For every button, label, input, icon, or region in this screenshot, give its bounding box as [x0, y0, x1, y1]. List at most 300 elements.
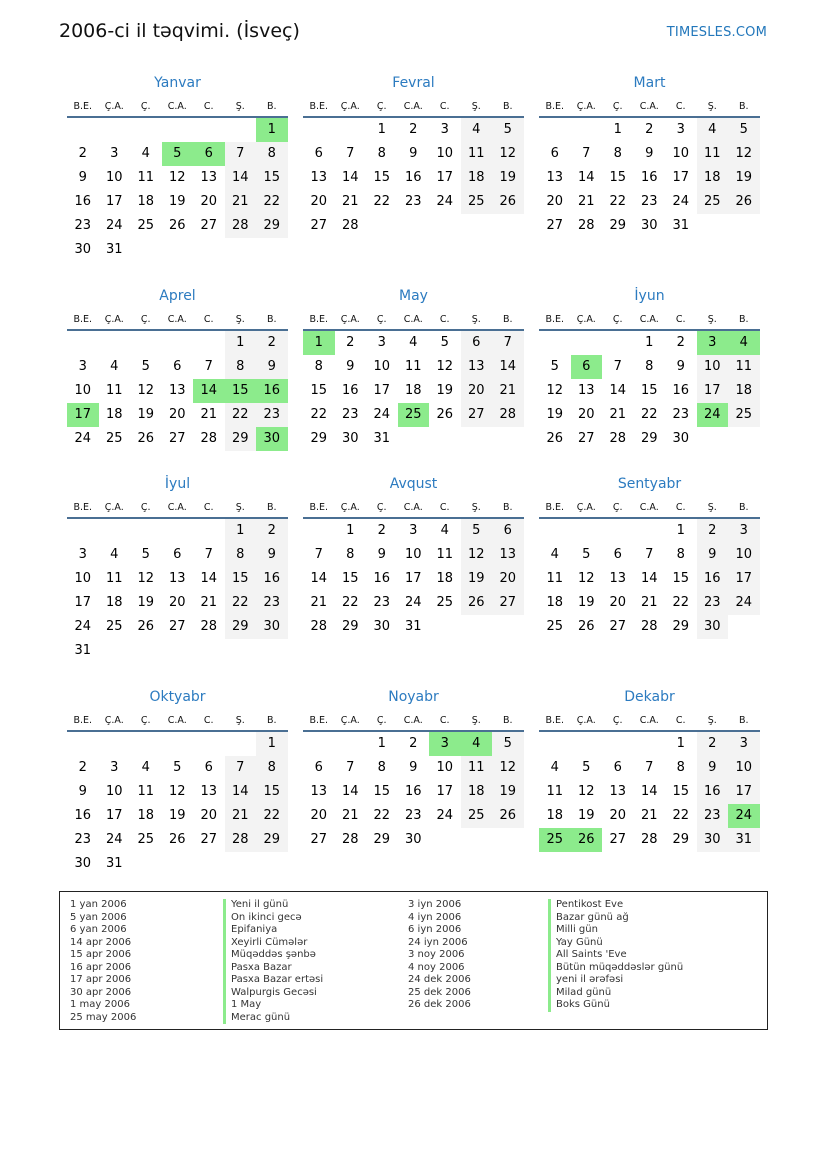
day-cell: 17: [436, 170, 454, 185]
weekday-label: B.E.: [73, 314, 93, 325]
day-cell: 17: [728, 780, 760, 804]
day-cell: 4: [461, 118, 493, 142]
legend-date: 24 dek 2006: [408, 974, 471, 985]
day-cell: 17: [728, 567, 760, 591]
weekday-label: Ç.A.: [576, 101, 596, 112]
month-8: [539, 474, 760, 639]
empty-cell: [634, 732, 666, 756]
weekday-label: C.: [439, 314, 450, 325]
legend-date: 3 noy 2006: [408, 949, 465, 960]
weekday-label: Ş.: [235, 314, 245, 325]
day-cell: 19: [577, 595, 595, 610]
weekday-label: B.E.: [309, 715, 329, 726]
day-cell: 9: [409, 146, 418, 161]
holiday-day-cell: 24: [697, 403, 729, 427]
day-cell: 18: [404, 383, 422, 398]
day-cell: 15: [225, 567, 257, 591]
day-cell: 13: [310, 170, 328, 185]
day-cell: 26: [137, 431, 155, 446]
day-cell: 6: [613, 547, 622, 562]
day-cell: 26: [168, 218, 186, 233]
empty-cell: [130, 732, 162, 756]
weekday-label: C.: [203, 502, 214, 513]
day-cell: 23: [640, 194, 658, 209]
day-cell: 19: [492, 780, 524, 804]
day-cell: 27: [577, 431, 595, 446]
day-cell: 13: [168, 571, 186, 586]
day-cell: 25: [728, 403, 760, 427]
day-cell: 12: [168, 784, 186, 799]
day-cell: 28: [200, 431, 218, 446]
day-grid: [539, 519, 760, 639]
day-cell: 28: [492, 403, 524, 427]
day-grid: [303, 331, 524, 451]
empty-cell: [571, 519, 603, 543]
day-cell: 17: [105, 808, 123, 823]
weekday-label: C.: [439, 101, 450, 112]
weekday-header: [539, 311, 760, 331]
day-cell: 9: [78, 170, 87, 185]
day-cell: 26: [168, 832, 186, 847]
legend-dates-right: [408, 899, 471, 1012]
empty-cell: [193, 118, 225, 142]
day-cell: 8: [346, 547, 355, 562]
month-title: Noyabr: [388, 689, 439, 705]
day-cell: 27: [168, 431, 186, 446]
weekday-label: B.E.: [545, 101, 565, 112]
day-cell: 1: [256, 732, 288, 756]
day-cell: 30: [74, 242, 92, 257]
day-cell: 6: [613, 760, 622, 775]
weekday-label: Ç.A.: [576, 715, 596, 726]
day-cell: 12: [492, 142, 524, 166]
legend-date: 16 apr 2006: [70, 961, 132, 973]
weekday-label: B.E.: [545, 715, 565, 726]
day-cell: 8: [377, 760, 386, 775]
day-cell: 21: [200, 407, 218, 422]
day-cell: 28: [640, 619, 658, 634]
day-cell: 13: [546, 170, 564, 185]
month-4: [303, 286, 524, 451]
weekday-label: Ç.A.: [340, 314, 360, 325]
day-cell: 19: [168, 808, 186, 823]
day-cell: 24: [105, 832, 123, 847]
month-10: [303, 687, 524, 852]
empty-cell: [130, 519, 162, 543]
month-title: Dekabr: [624, 689, 675, 705]
day-cell: 11: [105, 571, 123, 586]
empty-cell: [335, 732, 367, 756]
day-cell: 20: [577, 407, 595, 422]
legend-date: 25 may 2006: [70, 1011, 137, 1023]
day-cell: 4: [141, 760, 150, 775]
day-cell: 5: [492, 732, 524, 756]
weekday-label: Ç.A.: [576, 502, 596, 513]
legend-holiday-name: Bütün müqəddəslər günü: [548, 962, 683, 975]
month-1: [303, 73, 524, 238]
day-cell: 8: [613, 146, 622, 161]
empty-cell: [225, 732, 257, 756]
day-cell: 12: [492, 756, 524, 780]
holiday-day-cell: 6: [571, 355, 603, 379]
day-cell: 13: [310, 784, 328, 799]
day-cell: 12: [137, 383, 155, 398]
month-6: [67, 474, 288, 663]
day-cell: 4: [697, 118, 729, 142]
day-cell: 20: [310, 808, 328, 823]
holiday-day-cell: 26: [571, 828, 603, 852]
day-cell: 3: [110, 146, 119, 161]
weekday-label: C.: [203, 314, 214, 325]
day-cell: 4: [110, 359, 119, 374]
weekday-label: C.: [675, 502, 686, 513]
weekday-label: Ş.: [235, 715, 245, 726]
weekday-label: Ç.A.: [340, 101, 360, 112]
day-cell: 2: [697, 519, 729, 543]
day-cell: 20: [492, 567, 524, 591]
day-cell: 29: [672, 619, 690, 634]
day-cell: 31: [74, 643, 92, 658]
day-cell: 7: [346, 146, 355, 161]
weekday-label: Ç.A.: [340, 715, 360, 726]
weekday-header: [303, 311, 524, 331]
day-cell: 2: [676, 335, 685, 350]
empty-cell: [571, 331, 603, 355]
day-cell: 7: [645, 547, 654, 562]
day-cell: 7: [225, 756, 257, 780]
day-cell: 24: [105, 218, 123, 233]
weekday-label: C.: [675, 715, 686, 726]
day-cell: 19: [728, 166, 760, 190]
empty-cell: [67, 118, 99, 142]
day-cell: 22: [373, 808, 391, 823]
day-cell: 10: [105, 170, 123, 185]
day-cell: 12: [577, 784, 595, 799]
day-cell: 18: [105, 595, 123, 610]
day-cell: 29: [225, 427, 257, 451]
day-cell: 27: [200, 218, 218, 233]
weekday-header: [67, 311, 288, 331]
day-cell: 10: [373, 359, 391, 374]
day-cell: 7: [314, 547, 323, 562]
weekday-label: Ç.A.: [340, 502, 360, 513]
day-cell: 16: [640, 170, 658, 185]
day-cell: 16: [404, 784, 422, 799]
day-cell: 7: [492, 331, 524, 355]
day-cell: 10: [728, 543, 760, 567]
day-cell: 29: [225, 615, 257, 639]
weekday-header: [67, 98, 288, 118]
day-cell: 20: [609, 808, 627, 823]
weekday-label: Ç.A.: [104, 502, 124, 513]
weekday-label: C.A.: [639, 502, 659, 513]
day-cell: 27: [200, 832, 218, 847]
day-cell: 9: [645, 146, 654, 161]
legend-holiday-name: Yeni il günü: [223, 899, 323, 912]
legend-date: 25 dek 2006: [408, 986, 471, 998]
legend-holiday-name: Pentikost Eve: [548, 899, 683, 912]
day-cell: 23: [672, 407, 690, 422]
legend-holiday-name: Pasxa Bazar ertəsi: [223, 974, 323, 987]
weekday-label: C.A.: [639, 314, 659, 325]
month-title: Avqust: [389, 476, 438, 492]
weekday-label: Ç.A.: [576, 314, 596, 325]
day-cell: 4: [550, 547, 559, 562]
weekday-header: [303, 499, 524, 519]
legend-date: 5 yan 2006: [70, 911, 127, 923]
day-cell: 1: [676, 523, 685, 538]
day-cell: 2: [377, 523, 386, 538]
legend-holiday-name: Pasxa Bazar: [223, 962, 323, 975]
legend-holiday-name: On ikinci gecə: [223, 912, 323, 925]
weekday-label: Ç.: [376, 314, 387, 325]
day-cell: 6: [173, 359, 182, 374]
day-cell: 12: [137, 571, 155, 586]
day-cell: 19: [546, 407, 564, 422]
day-cell: 30: [672, 431, 690, 446]
holiday-day-cell: 25: [539, 828, 571, 852]
weekday-label: Ş.: [235, 101, 245, 112]
day-cell: 28: [200, 619, 218, 634]
day-cell: 15: [256, 166, 288, 190]
day-cell: 21: [609, 407, 627, 422]
legend-holiday-name: yeni il ərəfəsi: [548, 974, 683, 987]
day-cell: 24: [728, 591, 760, 615]
day-cell: 2: [78, 146, 87, 161]
site-brand-link[interactable]: TIMESLES.COM: [666, 25, 767, 40]
empty-cell: [193, 331, 225, 355]
empty-cell: [602, 732, 634, 756]
day-cell: 30: [697, 828, 729, 852]
legend-date: 4 noy 2006: [408, 961, 465, 973]
day-cell: 11: [436, 547, 454, 562]
weekday-label: Ç.: [376, 715, 387, 726]
legend-dates-left: [70, 899, 136, 1024]
legend-date: 1 yan 2006: [70, 899, 127, 910]
day-cell: 25: [137, 218, 155, 233]
month-title: Oktyabr: [149, 689, 206, 705]
day-cell: 24: [436, 808, 454, 823]
day-cell: 10: [436, 146, 454, 161]
day-cell: 17: [697, 379, 729, 403]
empty-cell: [130, 118, 162, 142]
day-cell: 11: [137, 784, 155, 799]
weekday-label: B.E.: [309, 502, 329, 513]
month-11: [539, 687, 760, 852]
day-cell: 24: [672, 194, 690, 209]
day-cell: 19: [137, 595, 155, 610]
holiday-day-cell: 24: [728, 804, 760, 828]
month-title: İyul: [164, 476, 191, 492]
day-cell: 18: [436, 571, 454, 586]
day-cell: 27: [609, 619, 627, 634]
day-cell: 19: [492, 166, 524, 190]
holiday-day-cell: 17: [67, 403, 99, 427]
day-cell: 3: [409, 523, 418, 538]
weekday-label: C.A.: [403, 101, 423, 112]
legend-date: 17 apr 2006: [70, 974, 132, 985]
weekday-label: C.A.: [167, 314, 187, 325]
day-cell: 28: [609, 431, 627, 446]
day-cell: 20: [546, 194, 564, 209]
weekday-label: B.: [502, 502, 513, 513]
day-cell: 13: [577, 383, 595, 398]
weekday-label: Ş.: [471, 502, 481, 513]
day-cell: 26: [436, 407, 454, 422]
weekday-label: C.: [439, 502, 450, 513]
day-cell: 21: [341, 808, 359, 823]
day-grid: [67, 331, 288, 451]
weekday-label: C.: [203, 715, 214, 726]
weekday-label: Ç.: [612, 101, 623, 112]
day-cell: 8: [314, 359, 323, 374]
legend-names-left: [223, 899, 323, 1024]
day-cell: 27: [492, 591, 524, 615]
day-cell: 3: [78, 359, 87, 374]
day-cell: 25: [461, 190, 493, 214]
empty-cell: [303, 519, 335, 543]
holiday-day-cell: 25: [398, 403, 430, 427]
day-cell: 21: [200, 595, 218, 610]
day-cell: 14: [577, 170, 595, 185]
holiday-day-cell: 16: [256, 379, 288, 403]
day-cell: 10: [672, 146, 690, 161]
day-cell: 4: [409, 335, 418, 350]
empty-cell: [99, 118, 131, 142]
day-cell: 25: [461, 804, 493, 828]
day-cell: 7: [225, 142, 257, 166]
day-grid: [303, 118, 524, 238]
weekday-label: C.: [675, 314, 686, 325]
weekday-label: Ç.A.: [104, 314, 124, 325]
day-cell: 14: [225, 166, 257, 190]
weekday-label: Ç.: [140, 314, 151, 325]
day-cell: 28: [640, 832, 658, 847]
day-cell: 22: [341, 595, 359, 610]
holiday-day-cell: 30: [256, 427, 288, 451]
day-grid: [303, 519, 524, 639]
weekday-label: B.: [738, 715, 749, 726]
day-grid: [67, 519, 288, 663]
day-cell: 24: [404, 595, 422, 610]
day-cell: 22: [672, 808, 690, 823]
holiday-day-cell: 1: [303, 331, 335, 355]
day-cell: 5: [492, 118, 524, 142]
day-cell: 30: [697, 615, 729, 639]
legend-holiday-name: Milad günü: [548, 987, 683, 1000]
day-cell: 5: [461, 519, 493, 543]
legend-holiday-name: All Saints 'Eve: [548, 949, 683, 962]
day-cell: 26: [137, 619, 155, 634]
day-cell: 14: [640, 784, 658, 799]
day-cell: 15: [310, 383, 328, 398]
empty-cell: [303, 732, 335, 756]
empty-cell: [602, 519, 634, 543]
day-cell: 26: [492, 804, 524, 828]
weekday-label: B.E.: [73, 502, 93, 513]
month-title: Aprel: [159, 288, 196, 304]
day-cell: 5: [173, 760, 182, 775]
day-cell: 25: [137, 832, 155, 847]
day-cell: 31: [105, 856, 123, 871]
day-cell: 24: [373, 407, 391, 422]
day-cell: 22: [640, 407, 658, 422]
day-cell: 23: [74, 832, 92, 847]
day-cell: 28: [225, 828, 257, 852]
empty-cell: [162, 519, 194, 543]
day-cell: 18: [546, 808, 564, 823]
day-cell: 5: [440, 335, 449, 350]
day-cell: 21: [225, 804, 257, 828]
weekday-label: Ç.: [376, 101, 387, 112]
day-cell: 28: [577, 218, 595, 233]
day-cell: 21: [640, 595, 658, 610]
weekday-label: B.: [738, 502, 749, 513]
holiday-day-cell: 5: [162, 142, 194, 166]
day-cell: 17: [74, 595, 92, 610]
day-grid: [67, 732, 288, 876]
day-cell: 20: [168, 595, 186, 610]
day-cell: 18: [697, 166, 729, 190]
day-cell: 29: [341, 619, 359, 634]
day-cell: 1: [645, 335, 654, 350]
empty-cell: [99, 732, 131, 756]
day-grid: [67, 118, 288, 262]
day-cell: 12: [577, 571, 595, 586]
day-cell: 30: [256, 615, 288, 639]
weekday-label: B.E.: [309, 314, 329, 325]
empty-cell: [225, 118, 257, 142]
day-cell: 1: [676, 736, 685, 751]
day-cell: 6: [550, 146, 559, 161]
weekday-label: Ç.: [140, 101, 151, 112]
empty-cell: [571, 118, 603, 142]
day-cell: 31: [373, 431, 391, 446]
day-cell: 17: [373, 383, 391, 398]
day-cell: 5: [582, 760, 591, 775]
day-cell: 13: [461, 355, 493, 379]
weekday-label: B.E.: [73, 715, 93, 726]
day-cell: 30: [373, 619, 391, 634]
weekday-label: C.A.: [639, 715, 659, 726]
day-cell: 29: [256, 828, 288, 852]
day-cell: 13: [609, 784, 627, 799]
legend-holiday-name: Bazar günü ağ: [548, 912, 683, 925]
weekday-label: Ş.: [471, 715, 481, 726]
day-cell: 10: [697, 355, 729, 379]
day-cell: 7: [204, 359, 213, 374]
day-cell: 24: [436, 194, 454, 209]
legend-holiday-name: Xeyirli Cümələr: [223, 937, 323, 950]
day-cell: 20: [609, 595, 627, 610]
day-cell: 23: [404, 194, 422, 209]
weekday-label: B.E.: [545, 314, 565, 325]
day-cell: 27: [168, 619, 186, 634]
day-cell: 20: [461, 379, 493, 403]
day-cell: 26: [546, 431, 564, 446]
day-cell: 8: [225, 355, 257, 379]
day-cell: 22: [225, 403, 257, 427]
empty-cell: [602, 331, 634, 355]
day-cell: 18: [461, 166, 493, 190]
day-cell: 9: [676, 359, 685, 374]
day-cell: 26: [461, 591, 493, 615]
day-cell: 6: [314, 760, 323, 775]
day-cell: 10: [728, 756, 760, 780]
month-title: Mart: [633, 75, 666, 91]
day-cell: 18: [137, 808, 155, 823]
weekday-label: Ş.: [707, 314, 717, 325]
